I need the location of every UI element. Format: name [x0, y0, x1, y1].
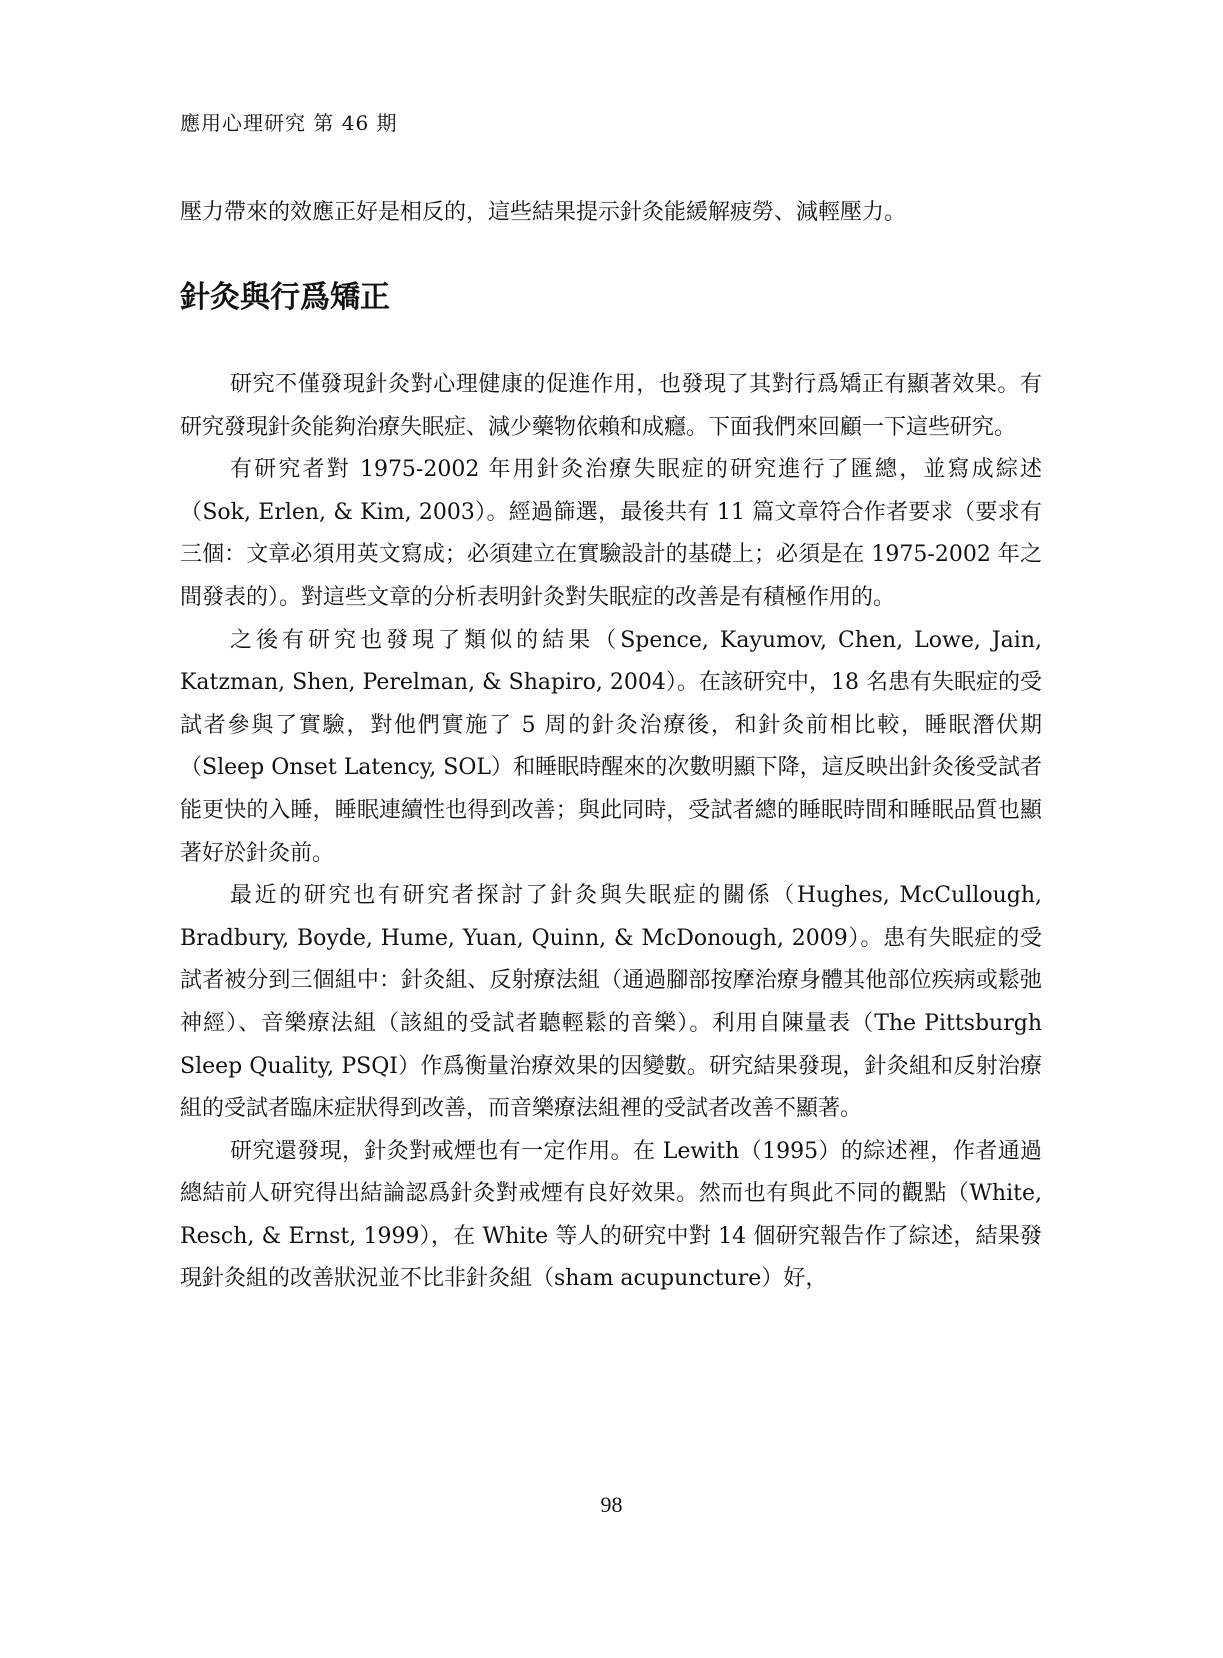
paragraph-intro: 研究不僅發現針灸對心理健康的促進作用，也發現了其對行爲矯正有顯著效果。有研究發現針灸能夠治療失眠症、減少藥物依賴和成癮。下面我們來回顧一下這些研究。: [180, 372, 1042, 440]
paragraph-smoking: 研究還發現，針灸對戒煙也有一定作用。在 Lewith（1995）的綜述裡，作者通過總結前人研究得出結論認爲針灸對戒煙有良好效果。然而也有與此不同的觀點（White, Resch, & Ernst, 1999），在 White 等人的研究中對 14 個研究報告作了綜述，結果發現針灸組的改善狀況並不比非針灸組（sham acupuncture）好，: [180, 1138, 1042, 1292]
paragraph-sok-review: 有研究者對 1975-2002 年用針灸治療失眠症的研究進行了匯總，並寫成綜述（Sok, Erlen, & Kim, 2003）。經過篩選，最後共有 11 篇文章符合作者要求（要求有三個：文章必須用英文寫成；必須建立在實驗設計的基礎上；必須是在 1975-2002 年之間發表的）。對這些文章的分析表明針灸對失眠症的改善是有積極作用的。: [180, 457, 1042, 610]
continued-text: 壓力帶來的效應正好是相反的，這些結果提示針灸能緩解疲勞、減輕壓力。: [180, 200, 907, 225]
main-text: [180, 364, 1042, 1301]
section-heading: 針灸與行爲矯正: [180, 280, 390, 315]
running-header: 應用心理研究 第 46 期: [180, 111, 398, 135]
paragraph-hughes-study: 最近的研究也有研究者探討了針灸與失眠症的關係（Hughes, McCullough, Bradbury, Boyde, Hume, Yuan, Quinn, & McDonough, 2009）。患有失眠症的受試者被分到三個組中：針灸組、反射療法組（通過腳部按摩治療身體其他部位疾病或鬆弛神經）、音樂療法組（該組的受試者聽輕鬆的音樂）。利用自陳量表（The Pittsburgh Sleep Quality, PSQI）作爲衡量治療效果的因變數。研究結果發現，針灸組和反射治療組的受試者臨床症狀得到改善，而音樂療法組裡的受試者改善不顯著。: [180, 883, 1042, 1122]
page-number: 98: [600, 1492, 623, 1517]
paragraph-spence-study: 之後有研究也發現了類似的結果（Spence, Kayumov, Chen, Lowe, Jain, Katzman, Shen, Perelman, & Shapiro, 2004）。在該研究中，18 名患有失眠症的受試者參與了實驗，對他們實施了 5 周的針灸治療後，和針灸前相比較，睡眠潛伏期（Sleep Onset Latency, SOL）和睡眠時醒來的次數明顯下降，這反映出針灸後受試者能更快的入睡，睡眠連續性也得到改善；與此同時，受試者總的睡眠時間和睡眠品質也顯著好於針灸前。: [180, 627, 1042, 866]
